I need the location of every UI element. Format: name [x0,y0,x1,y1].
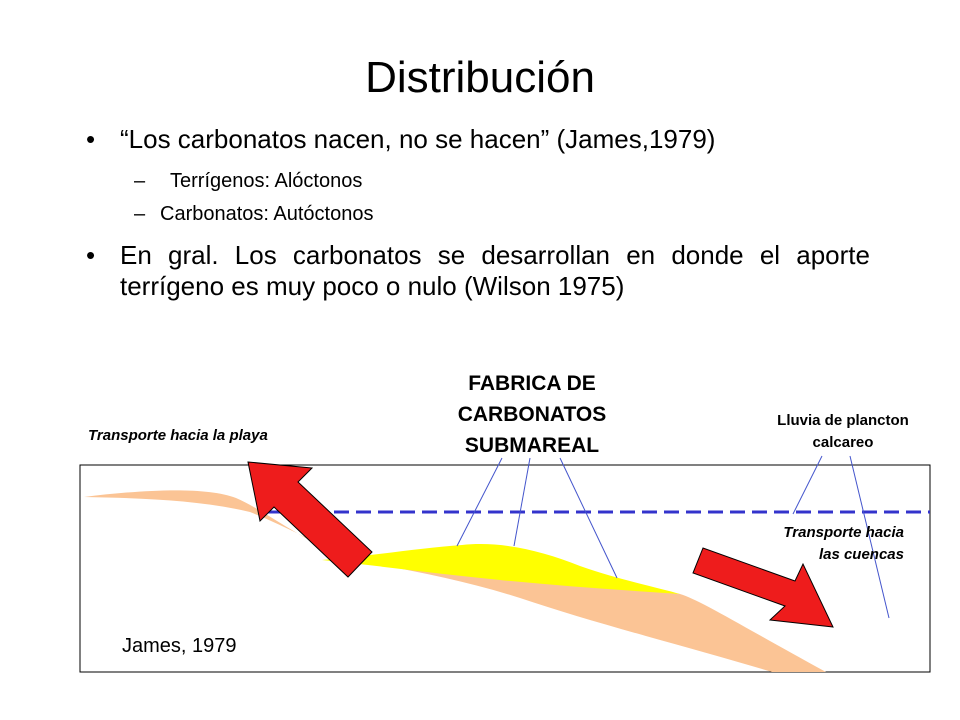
label-lluvia-line1: Lluvia de plancton [777,412,909,429]
fabrica-pointer-line [457,458,502,546]
fabrica-pointer-line [514,458,530,546]
bullet-marker: • [86,124,96,154]
sub-bullet-1-text: Terrígenos: Alóctonos [170,170,363,192]
label-transporte-playa: Transporte hacia la playa [88,427,268,444]
label-lluvia-plancton [740,410,946,454]
label-transporte-cuencas [704,522,904,566]
label-transporte-cuencas-line1: Transporte hacia [783,524,904,541]
label-transporte-cuencas-line2: las cuencas [818,546,904,563]
bullet-1-text: “Los carbonatos nacen, no se hacen” (James,1979) [120,124,716,154]
sub-bullet-marker: – [134,203,146,225]
fabrica-pointer-line [560,458,617,578]
bullet-2-text: En gral. Los carbonatos se desarrollan en donde el aporte terrígeno es muy poco o nulo (Wilson 1975) [120,240,870,301]
label-lluvia-line2: calcareo [812,434,874,451]
sub-bullet-marker: – [134,170,146,192]
label-fabrica-line3: SUBMAREAL [464,434,600,457]
label-fabrica-carbonatos [432,368,632,461]
label-fabrica-line2: CARBONATOS [457,403,607,426]
sub-bullet-2-text: Carbonatos: Autóctonos [160,203,374,225]
slide-title: Distribución [365,53,595,102]
arrow-transporte-playa-icon [248,462,372,577]
bullet-marker: • [86,240,96,270]
diagram-citation: James, 1979 [122,635,237,657]
label-fabrica-line1: FABRICA DE [468,372,596,395]
